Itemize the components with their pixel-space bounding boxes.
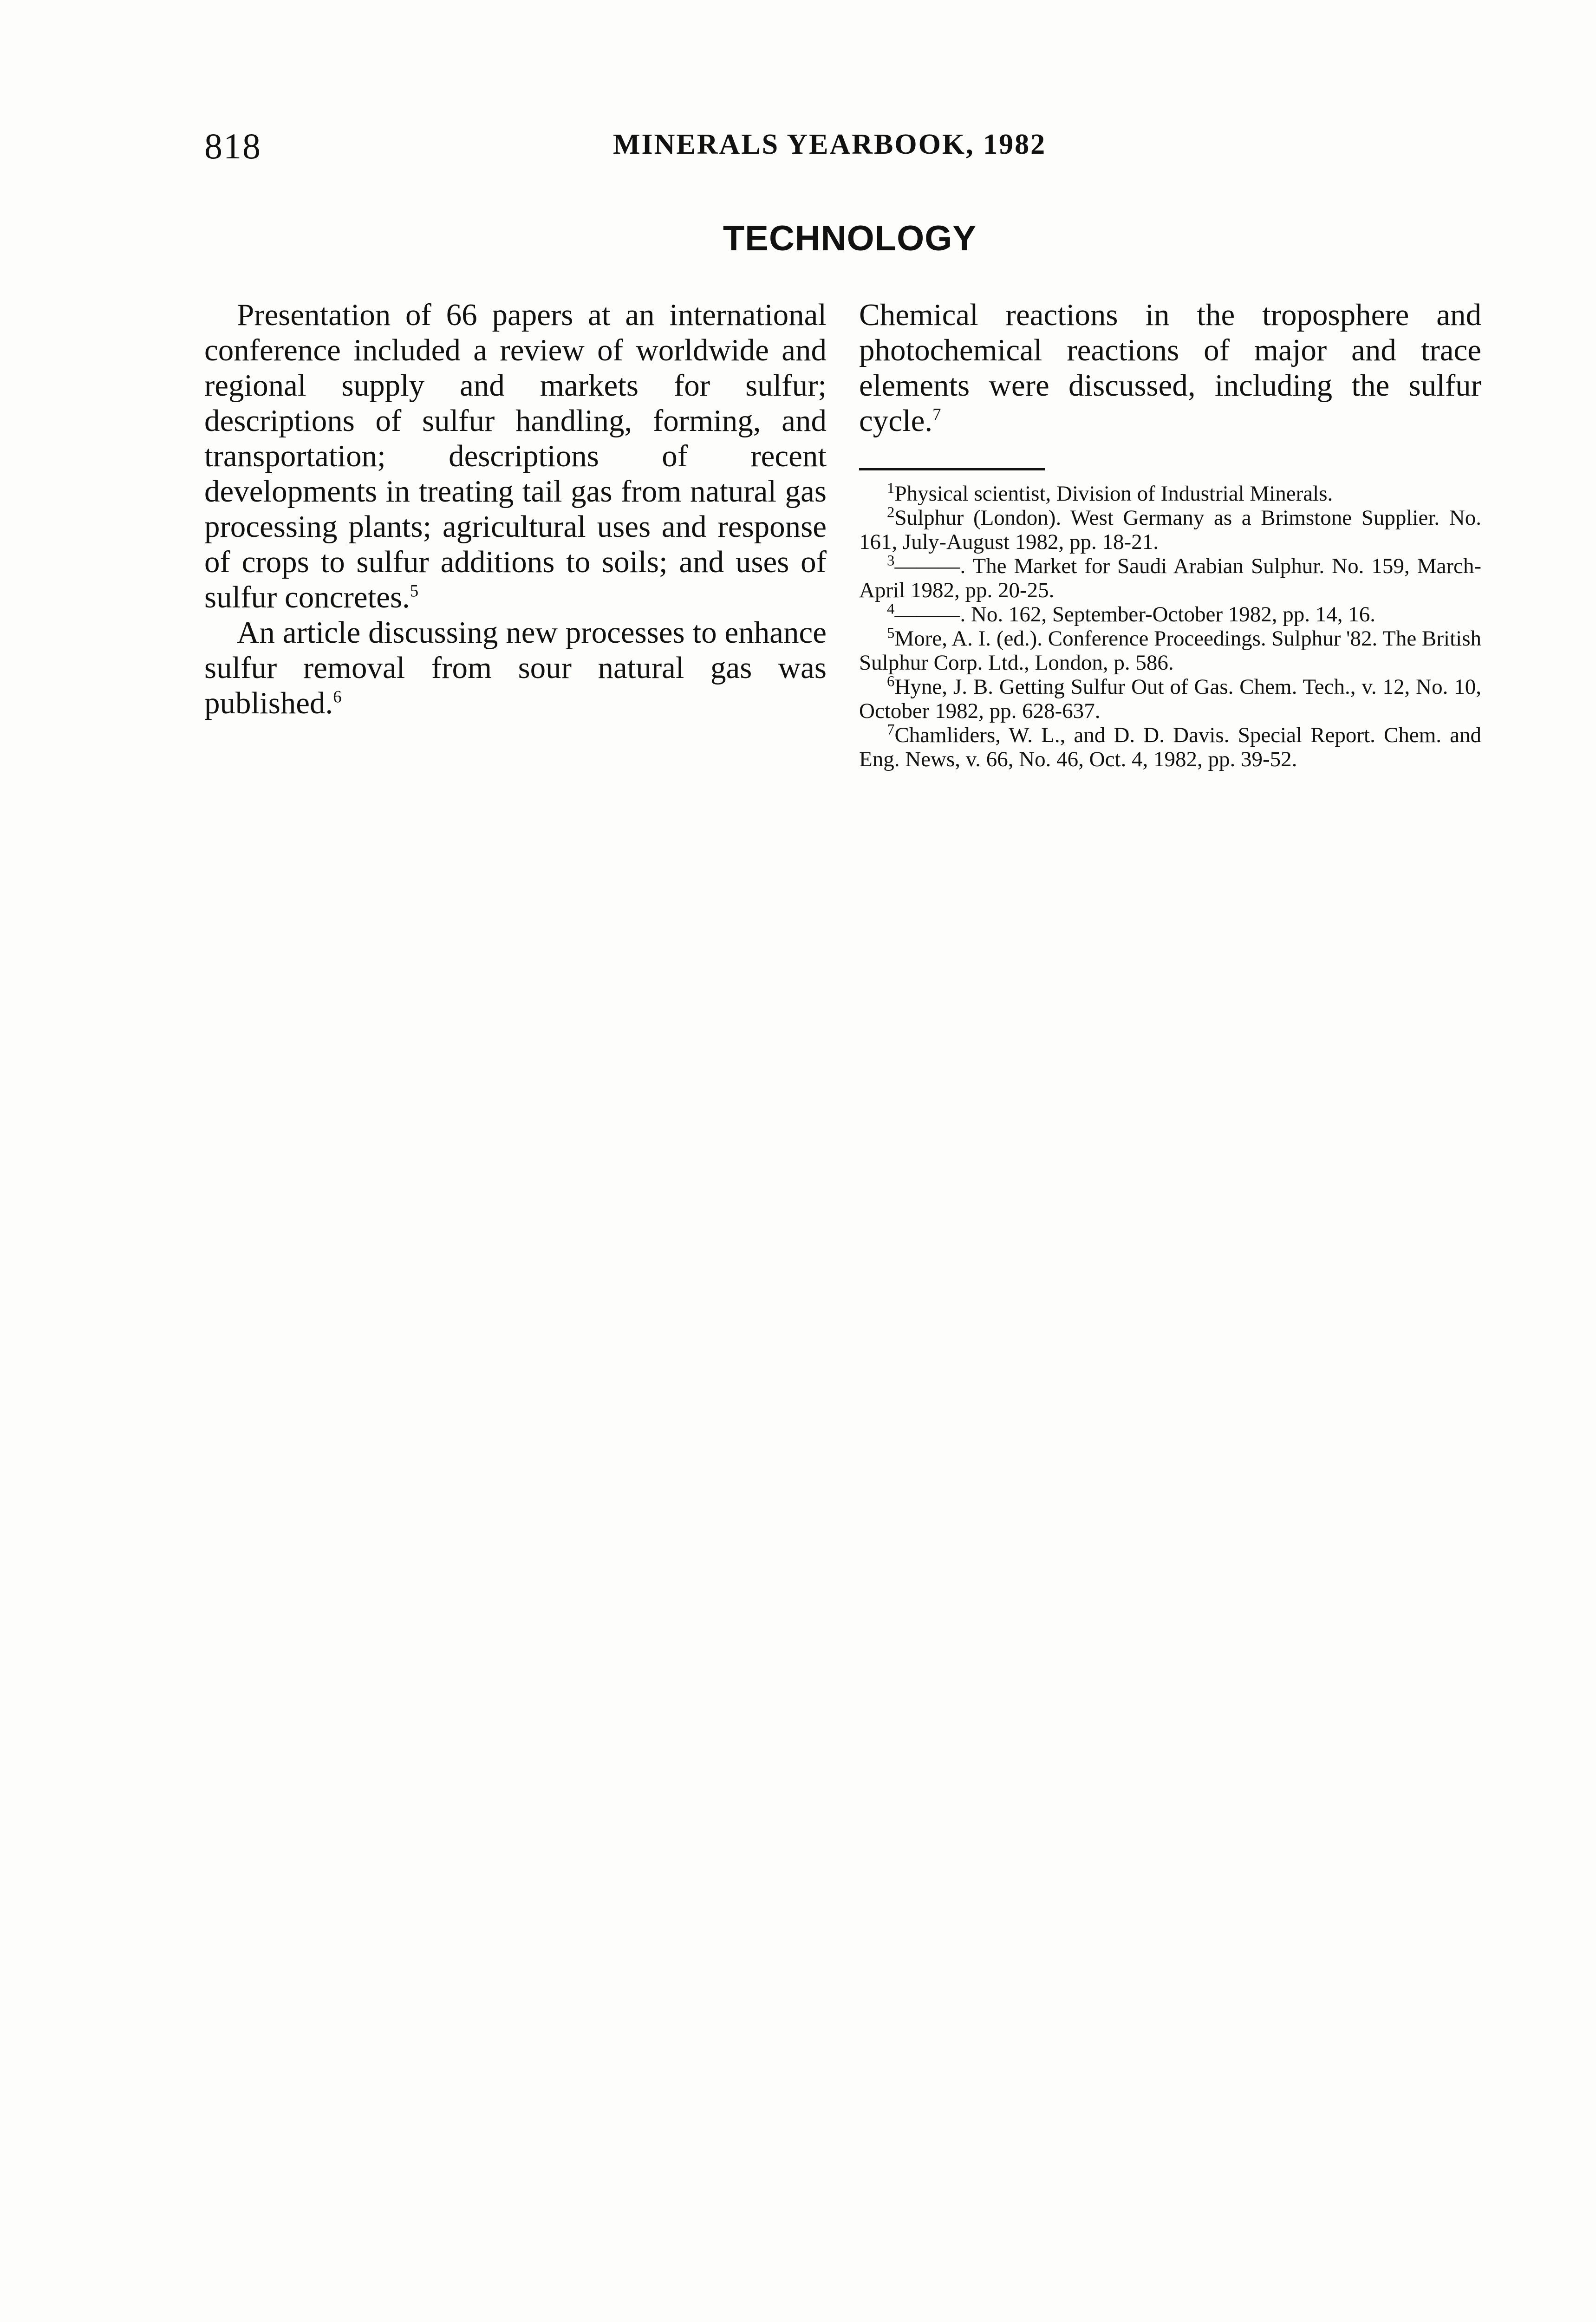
footnote-ref: 7 xyxy=(932,404,941,424)
footnote-ref: 6 xyxy=(333,687,342,706)
footnote: $^1$Physical scientist, Division of Industrial Minerals. xyxy=(887,480,1333,506)
running-head: MINERALS YEARBOOK, 1982 xyxy=(613,129,1047,160)
body-paragraph: An article discussing new processes to enhance sulfur removal from sour natural gas was published.$^6$ xyxy=(204,615,827,720)
footnote: $^6$Hyne, J. B. Getting Sulfur Out of Gas. Chem. Tech., v. 12, No. 10, October 1982, pp. 628-637. xyxy=(859,673,1481,723)
footnote: $^7$Chamliders, W. L., and D. D. Davis. Special Report. Chem. and Eng. News, v. 66, No. 46, Oct. 4, 1982, pp. 39-52. xyxy=(859,721,1481,771)
footnote: $^4$———. No. 162, September-October 1982, pp. 14, 16. xyxy=(887,600,1375,626)
footnote: $^5$More, A. I. (ed.). Conference Proceedings. Sulphur '82. The British Sulphur Corp. Ltd., London, p. 586. xyxy=(859,625,1481,675)
page-header xyxy=(204,125,1067,167)
page-number: 818 xyxy=(204,126,261,166)
body-paragraph: Presentation of 66 papers at an international conference included a review of worldwide and regional supply and markets for sulfur; descriptions of sulfur handling, forming, and transportation; descriptions of recent developments in treating tail gas from natural gas processing plants; agricultural uses and response of crops to sulfur additions to soils; and uses of sulfur concretes.$^5$ xyxy=(204,298,827,614)
footnote: $^2$Sulphur (London). West Germany as a Brimstone Supplier. No. 161, July-August 1982, pp. 18-21. xyxy=(859,504,1481,554)
footnotes xyxy=(859,482,1481,771)
body-paragraph-continued: Chemical reactions in the troposphere and photochemical reactions of major and trace elements were discussed, including the sulfur cycle.$^7$ xyxy=(859,298,1481,438)
right-column xyxy=(859,297,1481,771)
section-title: TECHNOLOGY xyxy=(723,219,977,258)
footnote-divider xyxy=(859,468,1045,470)
footnote-ref: 5 xyxy=(410,581,419,600)
footnote: $^3$———. The Market for Saudi Arabian Sulphur. No. 159, March-April 1982, pp. 20-25. xyxy=(859,552,1481,602)
left-column xyxy=(204,297,827,721)
